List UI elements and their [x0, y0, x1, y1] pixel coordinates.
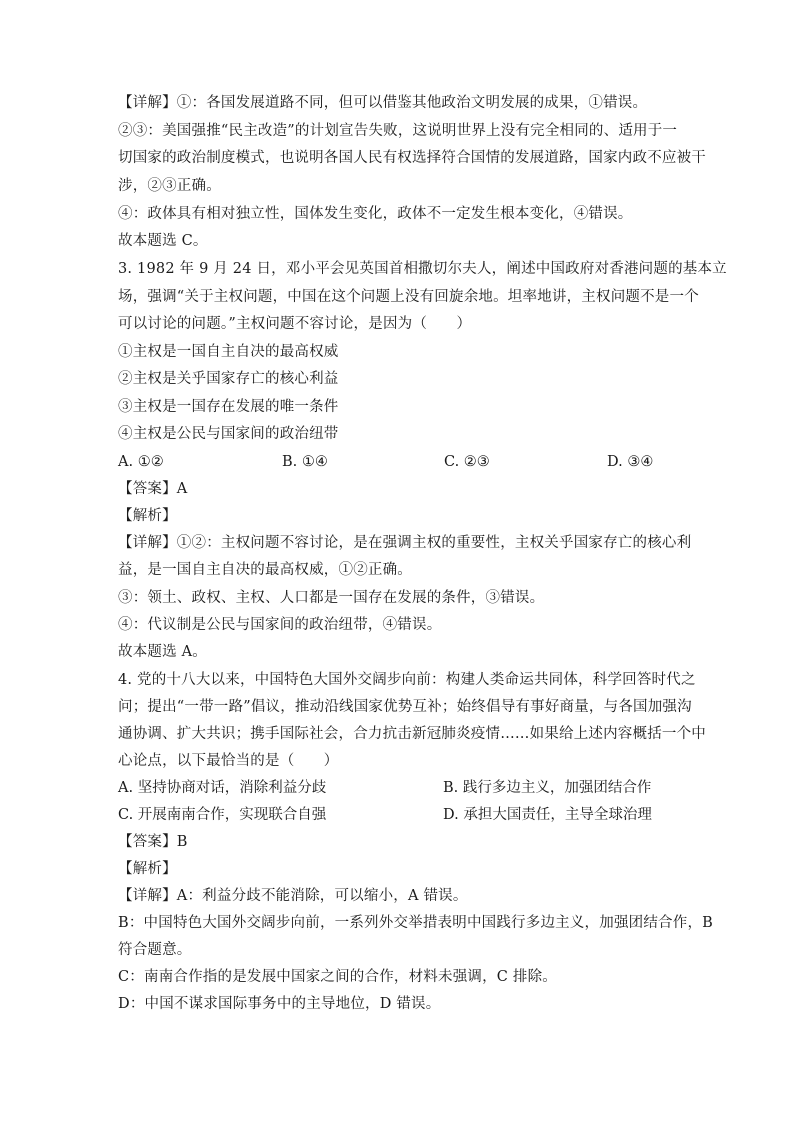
detail-line: 符合题意。: [118, 942, 192, 958]
answer: 【答案】A: [118, 481, 188, 497]
analysis-heading: 【解析】: [118, 861, 177, 877]
option-b: B. ①④: [282, 454, 328, 470]
detail-line: D：中国不谋求国际事务中的主导地位，D 错误。: [118, 996, 441, 1012]
option-c: C. 开展南南合作，实现联合自强: [118, 807, 327, 823]
conclusion: 故本题选 C。: [118, 233, 208, 249]
question-item: ③主权是一国存在发展的唯一条件: [118, 399, 339, 415]
detail-line: ②③：美国强推“民主改造”的计划宣告失败，这说明世界上没有完全相同的、适用于一: [118, 123, 678, 139]
detail-line: B：中国特色大国外交阔步向前，一系列外交举措表明中国践行多边主义，加强团结合作，B: [118, 915, 714, 931]
question-item: ②主权是关乎国家存亡的核心利益: [118, 371, 339, 387]
question-stem: 通协调、扩大共识；携手国际社会，合力抗击新冠肺炎疫情……如果给上述内容概括一个中: [118, 726, 706, 742]
detail-line: 【详解】①：各国发展道路不同，但可以借鉴其他政治文明发展的成果，①错误。: [118, 95, 648, 111]
question-stem: 可以讨论的问题。”主权问题不容讨论，是因为（ ）: [118, 316, 472, 332]
option-d: D. 承担大国责任，主导全球治理: [443, 807, 652, 823]
option-a: A. ①②: [118, 454, 164, 470]
option-a: A. 坚持协商对话，消除利益分歧: [118, 780, 327, 796]
question-stem: 问；提出“一带一路”倡议，推动沿线国家优势互补；始终倡导有事好商量，与各国加强沟: [118, 699, 692, 715]
option-d: D. ③④: [607, 454, 654, 470]
question-stem: 4. 党的十八大以来，中国特色大国外交阔步向前：构建人类命运共同体，科学回答时代之: [118, 672, 696, 688]
detail-line: 益，是一国自主自决的最高权威，①②正确。: [118, 562, 412, 578]
detail-line: C：南南合作指的是发展中国家之间的合作，材料未强调，C 排除。: [118, 969, 557, 985]
option-c: C. ②③: [444, 454, 490, 470]
conclusion: 故本题选 A。: [118, 644, 207, 660]
answer: 【答案】B: [118, 834, 188, 850]
detail-line: 【详解】①②：主权问题不容讨论，是在强调主权的重要性，主权关乎国家存亡的核心利: [118, 535, 692, 551]
question-stem: 心论点，以下最恰当的是（ ）: [118, 753, 339, 769]
question-item: ④主权是公民与国家间的政治纽带: [118, 426, 339, 442]
detail-line: 切国家的政治制度模式，也说明各国人民有权选择符合国情的发展道路，国家内政不应被干: [118, 150, 706, 166]
analysis-heading: 【解析】: [118, 508, 177, 524]
option-b: B. 践行多边主义，加强团结合作: [443, 780, 652, 796]
question-stem: 3. 1982 年 9 月 24 日，邓小平会见英国首相撒切尔夫人，阐述中国政府对香港问题的基本立: [118, 261, 727, 277]
question-stem: 场，强调“关于主权问题，中国在这个问题上没有回旋余地。坦率地讲，主权问题不是一个: [118, 289, 699, 305]
question-item: ①主权是一国自主自决的最高权威: [118, 344, 339, 360]
detail-line: ④：政体具有相对独立性，国体发生变化，政体不一定发生根本变化，④错误。: [118, 206, 633, 222]
detail-line: 【详解】A：利益分歧不能消除，可以缩小，A 错误。: [118, 888, 468, 904]
detail-line: 涉，②③正确。: [118, 178, 221, 194]
detail-line: ④：代议制是公民与国家间的政治纽带，④错误。: [118, 617, 442, 633]
detail-line: ③：领土、政权、主权、人口都是一国存在发展的条件，③错误。: [118, 590, 545, 606]
